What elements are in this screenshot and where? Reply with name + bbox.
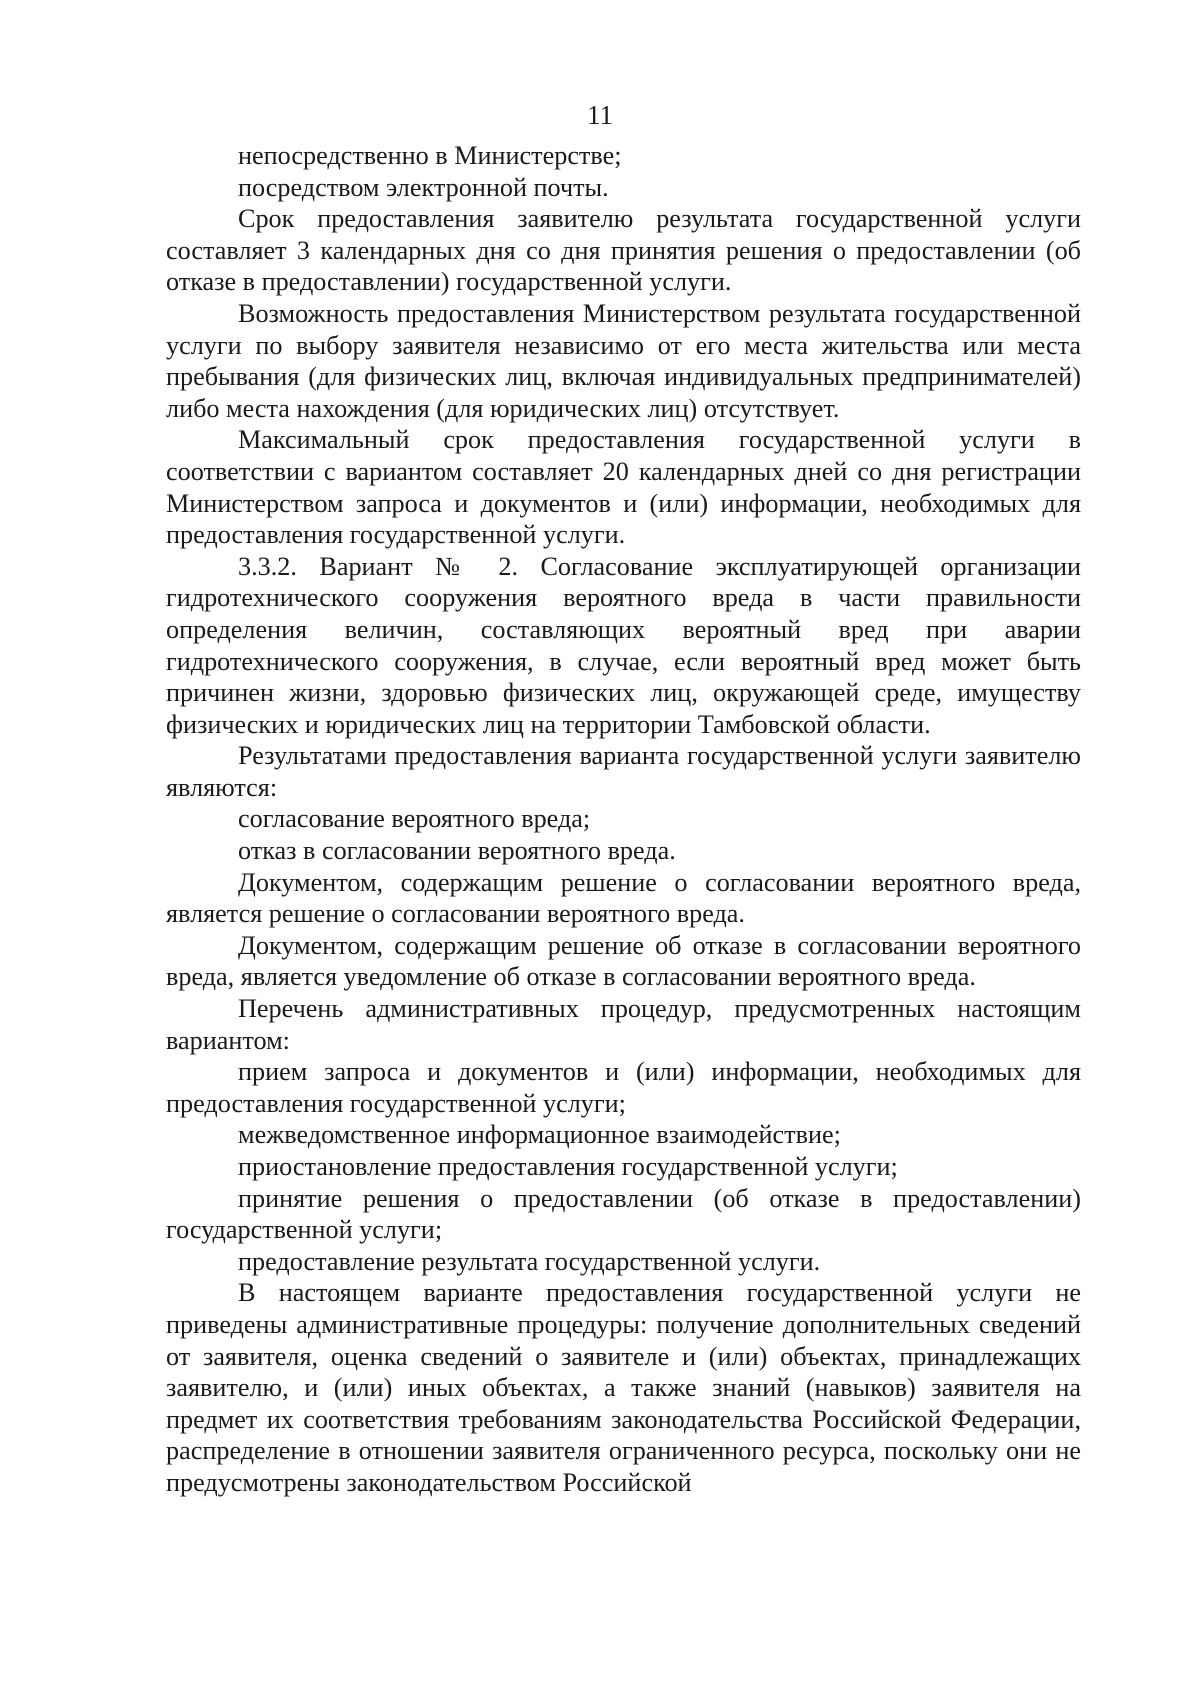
paragraph: Возможность предоставления Министерством результата государственной услуги по выбору заявителя независимо от его места жительства или места пребывания (для физических лиц, включая индивидуальных предпринимателей) либо места нахождения (для юридических лиц) отсутствует. <box>166 298 1081 423</box>
paragraph-list-item: отказ в согласовании вероятного вреда. <box>238 836 676 866</box>
paragraph-list-item: предоставление результата государственной услуги. <box>238 1246 821 1276</box>
paragraph: Документом, содержащим решение об отказе в согласовании вероятного вреда, является уведомление об отказе в согласовании вероятного вреда. <box>166 930 1081 992</box>
section-heading-paragraph: 3.3.2. Вариант № 2. Согласование эксплуатирующей организации гидротехнического сооружения вероятного вреда в части правильности определения величин, составляющих вероятный вред при аварии гидротехнического сооружения, в случае, если вероятный вред может быть причинен жизни, здоровью физических лиц, окружающей среде, имуществу физических и юридических лиц на территории Тамбовской области. <box>166 551 1081 739</box>
paragraph-list-item: посредством электронной почты. <box>238 172 609 202</box>
paragraph: Максимальный срок предоставления государственной услуги в соответствии с вариантом составляет 20 календарных дней со дня регистрации Министерством запроса и документов и (или) информации, необходимых для предоставления государственной услуги. <box>166 425 1081 550</box>
document-body <box>166 140 1081 1499</box>
paragraph-list-item: принятие решения о предоставлении (об отказе в предоставлении) государственной услуги; <box>166 1183 1081 1245</box>
paragraph-list-item: прием запроса и документов и (или) информации, необходимых для предоставления государственной услуги; <box>166 1057 1081 1118</box>
paragraph: В настоящем варианте предоставления государственной услуги не приведены административные процедуры: получение дополнительных сведений от заявителя, оценка сведений о заявителе и (или) объектах, принадлежащих заявителю, и (или) иных объектах, а также знаний (навыков) заявителя на предмет их соответствия требованиям законодательства Российской Федерации, распределение в отношении заявителя ограниченного ресурса, поскольку они не предусмотрены законодательством Российской <box>166 1278 1081 1497</box>
paragraph-list-item: непосредственно в Министерстве; <box>238 141 622 170</box>
paragraph-list-item: согласование вероятного вреда; <box>238 804 591 834</box>
paragraph: Результатами предоставления варианта государственной услуги заявителю являются: <box>166 741 1081 802</box>
paragraph-list-item: приостановление предоставления государственной услуги; <box>238 1152 898 1181</box>
paragraph: Перечень административных процедур, предусмотренных настоящим вариантом: <box>166 994 1081 1055</box>
page-number: 11 <box>587 100 613 130</box>
paragraph: Срок предоставления заявителю результата государственной услуги составляет 3 календарных дня со дня принятия решения о предоставлении (об отказе в предоставлении) государственной услуги. <box>166 204 1081 297</box>
paragraph: Документом, содержащим решение о согласовании вероятного вреда, является решение о согласовании вероятного вреда. <box>166 867 1081 929</box>
paragraph-list-item: межведомственное информационное взаимодействие; <box>238 1120 841 1150</box>
